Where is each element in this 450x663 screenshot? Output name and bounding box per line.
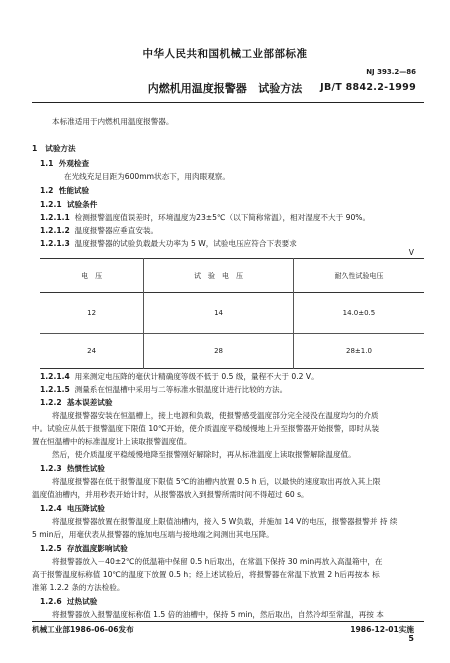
clause-number: 1.2.1.2 bbox=[40, 226, 70, 235]
section-1-2-2-heading bbox=[40, 397, 112, 408]
section-1-2-6-heading bbox=[40, 596, 97, 607]
section-number: 1.2.1 bbox=[40, 200, 62, 209]
paragraph-line: 将温度报警器在低于报警温度下限值 5℃的油槽内放置 0.5 h 后，以最快的速度取出再放入其上限 bbox=[52, 477, 381, 486]
clause-text: 检测报警温度值误差时，环境温度为23±5℃（以下简称常温），相对湿度不大于 90%。 bbox=[74, 213, 371, 222]
section-1-1-text: 在光线充足目距为600mm状态下，用肉眼观察。 bbox=[64, 172, 230, 181]
table-cell: 28 bbox=[144, 334, 294, 369]
section-title: 外观检查 bbox=[58, 159, 90, 168]
paragraph-line: 将报警器放入报警温度标称值 1.5 倍的油槽中，保持 5 min，然后取出，自然冷却至常温，再按 本 bbox=[52, 610, 384, 619]
section-number: 1.1 bbox=[40, 159, 54, 168]
issuing-organization: 中华人民共和国机械工业部部标准 bbox=[142, 48, 308, 60]
table-cell: 14.0±0.5 bbox=[293, 293, 424, 334]
page-number: 5 bbox=[408, 634, 414, 643]
standard-code-new: JB/T 8842.2-1999 bbox=[320, 82, 416, 93]
paragraph-line: 然后，使介质温度平稳缓慢地降至报警刚好解除时，再从标准温度上读取报警解除温度值。 bbox=[52, 450, 356, 459]
clause-1-2-1-1 bbox=[40, 212, 370, 223]
section-title: 热惯性试验 bbox=[66, 464, 105, 473]
section-1-1-heading bbox=[40, 158, 89, 169]
section-1-heading bbox=[32, 143, 76, 154]
clause-number: 1.2.1.3 bbox=[40, 239, 70, 248]
table-cell: 28±1.0 bbox=[293, 334, 424, 369]
section-1-2-3-heading bbox=[40, 463, 105, 474]
header-rule bbox=[32, 102, 424, 103]
paragraph-line: 温度值油槽内，并用秒表开始计时，从报警器放入到报警所需时间不得超过 60 s。 bbox=[32, 490, 309, 499]
section-number: 1.2 bbox=[40, 186, 54, 195]
table-header-cell: 电 压 bbox=[81, 271, 103, 280]
section-title: 存放温度影响试验 bbox=[66, 544, 128, 553]
table-cell: 12 bbox=[87, 309, 97, 317]
section-number: 1 bbox=[32, 144, 38, 153]
clause-number: 1.2.1.4 bbox=[40, 372, 70, 381]
table-row bbox=[40, 293, 424, 334]
clause-1-2-1-5 bbox=[40, 384, 287, 395]
paragraph-line: 将温度报警器放置在报警温度上限值油槽内，接入 5 W负载，并施加 14 V的电压，报警器报警并 持 续 bbox=[52, 517, 398, 526]
clause-1-2-1-4 bbox=[40, 371, 319, 382]
footer-rule bbox=[32, 621, 424, 622]
section-1-2-5-heading bbox=[40, 543, 128, 554]
clause-text: 测量系在恒温槽中采用与二等标准水银温度计进行比较的方法。 bbox=[74, 385, 288, 394]
table-row bbox=[40, 334, 424, 369]
table-header-cell: 耐久性试验电压 bbox=[293, 259, 424, 293]
section-title: 性能试验 bbox=[58, 186, 90, 195]
paragraph-line: 中。试验应从低于报警温度下限值 10℃开始，使介质温度平稳缓慢地上升至报警器开始报警，即时从装 bbox=[32, 424, 380, 433]
table-header-row bbox=[40, 259, 424, 293]
section-title: 试验方法 bbox=[45, 144, 76, 153]
section-title: 试验条件 bbox=[66, 200, 98, 209]
section-number: 1.2.2 bbox=[40, 398, 62, 407]
clause-1-2-1-3 bbox=[40, 238, 297, 249]
section-title: 电压降试验 bbox=[66, 504, 105, 513]
section-title: 过热试验 bbox=[66, 597, 98, 606]
title-sub: 试验方法 bbox=[258, 82, 303, 95]
section-title: 基本误差试验 bbox=[66, 398, 113, 407]
paragraph-line: 将温度报警器安装在恒温槽上，接上电源和负载，使报警感受温度部分完全浸没在温度均匀的介质 bbox=[52, 411, 379, 420]
title-main: 内燃机用温度报警器 bbox=[147, 82, 247, 95]
section-1-2-1-heading bbox=[40, 199, 97, 210]
standard-code-old: NJ 393.2—86 bbox=[366, 68, 416, 76]
table-cell: 14 bbox=[144, 293, 294, 334]
clause-text: 温度报警器应垂直安装。 bbox=[74, 226, 159, 235]
intro-paragraph: 本标准适用于内燃机用温度报警器。 bbox=[52, 117, 174, 126]
table-unit: V bbox=[408, 248, 414, 257]
section-number: 1.2.5 bbox=[40, 544, 62, 553]
section-number: 1.2.4 bbox=[40, 504, 62, 513]
clause-text: 温度报警器的试验负载最大功率为 5 W，试验电压应符合下表要求 bbox=[74, 239, 297, 248]
section-1-2-heading bbox=[40, 185, 89, 196]
effective-date: 1986-12-01实施 bbox=[350, 625, 414, 634]
voltage-table bbox=[40, 258, 424, 369]
table-cell: 24 bbox=[87, 347, 97, 355]
clause-text: 用来测定电压降的毫伏计精确度等级不低于 0.5 级，量程不大于 0.2 V。 bbox=[74, 372, 319, 381]
paragraph-line: 置在恒温槽中的标准温度计上读取报警温度值。 bbox=[32, 437, 192, 446]
section-number: 1.2.6 bbox=[40, 597, 62, 606]
clause-1-2-1-2 bbox=[40, 225, 158, 236]
section-1-2-4-heading bbox=[40, 503, 105, 514]
section-number: 1.2.3 bbox=[40, 464, 62, 473]
issue-date: 机械工业部1986-06-06发布 bbox=[32, 625, 134, 634]
clause-number: 1.2.1.5 bbox=[40, 385, 70, 394]
paragraph-line: 准第 1.2.2 条的方法检验。 bbox=[32, 583, 125, 592]
paragraph-line: 将报警器放入－40±2℃的低温箱中保留 0.5 h后取出，在常温下保持 30 min再放入高温箱中，在 bbox=[52, 557, 383, 566]
table-header-cell: 试 验 电 压 bbox=[144, 259, 294, 293]
clause-number: 1.2.1.1 bbox=[40, 213, 70, 222]
paragraph-line: 5 min后，用毫伏表从报警器的施加电压端与接地端之间测出其电压降。 bbox=[32, 530, 274, 539]
paragraph-line: 高于报警温度标称值 10℃的温度下放置 0.5 h；经上述试验后，将报警器在常温下放置 2 h后再按本 标 bbox=[32, 570, 380, 579]
